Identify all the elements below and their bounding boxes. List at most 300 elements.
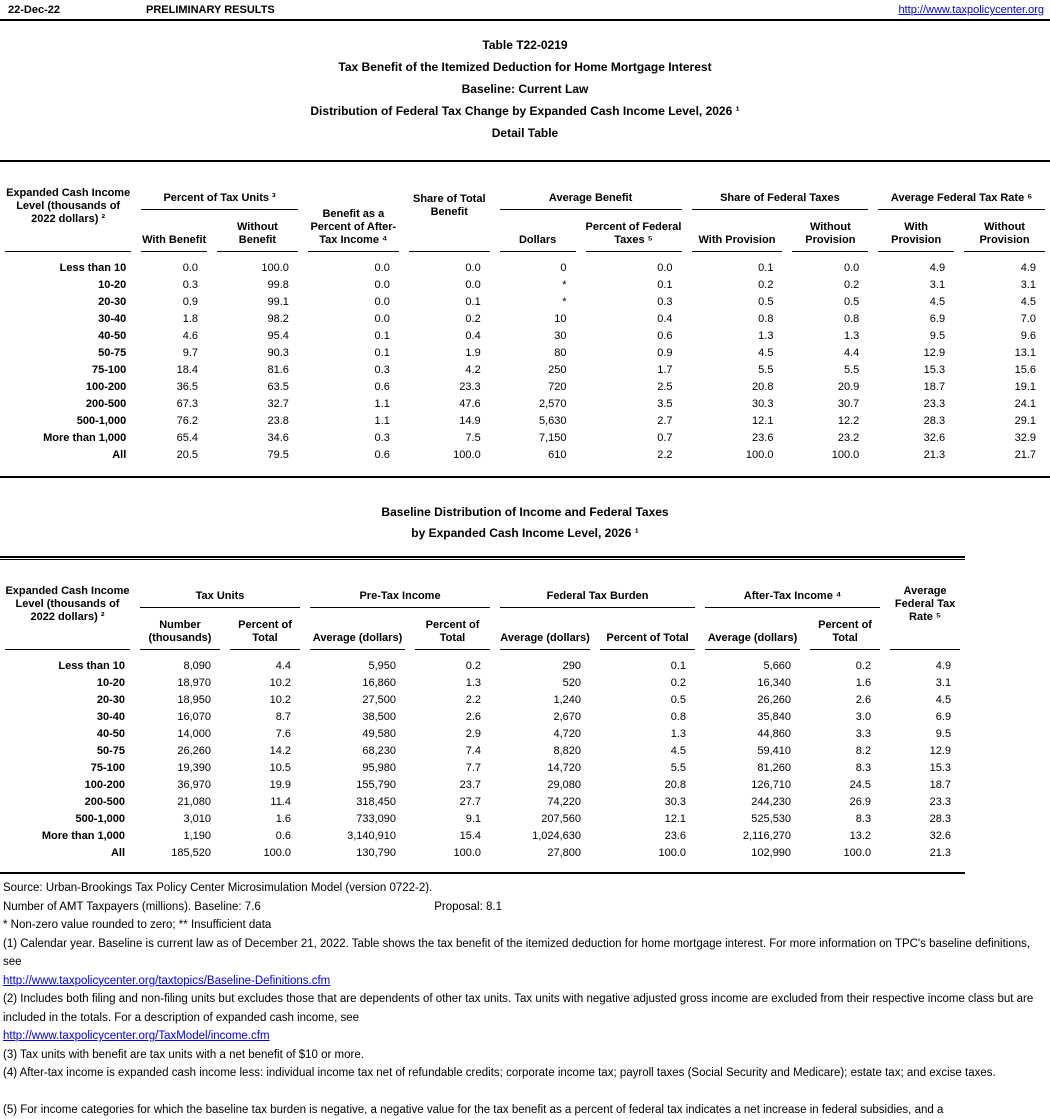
- row-label: 100-200: [0, 378, 136, 395]
- footnote-4: (4) After-tax income is expanded cash income less: individual income tax net of refundable credits; corporate income tax; payroll taxes (Social Security and Medicare); estate tax; and excise taxes.: [3, 1064, 1047, 1083]
- share-total-benefit-header: Share of Total Benefit: [404, 162, 495, 252]
- row-label: 10-20: [0, 674, 135, 691]
- cell: 27.7: [410, 793, 495, 810]
- cell: 520: [495, 674, 595, 691]
- amt-taxpayers-note: [3, 898, 1047, 917]
- cell: 2,116,270: [700, 827, 805, 844]
- cell: 5.5: [787, 361, 873, 378]
- cell: 8.2: [805, 742, 885, 759]
- pretax-average-dollars-header: Average (dollars): [305, 608, 410, 650]
- cell: 12.2: [787, 412, 873, 429]
- cell: 90.3: [212, 344, 303, 361]
- rate-without-provision-header: Without Provision: [959, 210, 1050, 252]
- cell: 23.6: [687, 429, 788, 446]
- baseline-definitions-link[interactable]: http://www.taxpolicycenter.org/taxtopics/Baseline-Definitions.cfm: [3, 975, 330, 987]
- cell: 1,024,630: [495, 827, 595, 844]
- cell: 4.5: [959, 293, 1050, 310]
- cell: 100.0: [595, 844, 700, 861]
- cell: 5,630: [495, 412, 581, 429]
- cell: 98.2: [212, 310, 303, 327]
- cell: 2.7: [581, 412, 687, 429]
- cell: 9.7: [136, 344, 212, 361]
- table-main-title: Tax Benefit of the Itemized Deduction for Home Mortgage Interest: [0, 56, 1050, 78]
- row-label: 20-30: [0, 293, 136, 310]
- cell: 0.1: [404, 293, 495, 310]
- cell: 0.2: [410, 650, 495, 674]
- cell: 35,840: [700, 708, 805, 725]
- cell: 4.9: [959, 252, 1050, 276]
- table-row: [0, 446, 1050, 463]
- cell: 100.0: [410, 844, 495, 861]
- average-federal-tax-rate-header: Average Federal Tax Rate ⁵: [885, 560, 965, 650]
- cell: 3,010: [135, 810, 225, 827]
- cell: 29,080: [495, 776, 595, 793]
- row-label: 75-100: [0, 759, 135, 776]
- cell: 23.3: [885, 793, 965, 810]
- benefit-pct-ati-header: Benefit as a Percent of After-Tax Income ⁴: [303, 162, 404, 252]
- footnote-1: (1) Calendar year. Baseline is current law as of December 21, 2022. Table shows the tax benefit of the itemized deduction for home mortgage interest. For more information on TPC's baseline definitions, see: [3, 935, 1047, 972]
- row-label: Less than 10: [0, 650, 135, 674]
- cell: 244,230: [700, 793, 805, 810]
- cell: 79.5: [212, 446, 303, 463]
- tax-units-group-header: Tax Units: [135, 560, 305, 608]
- cell: 38,500: [305, 708, 410, 725]
- row-label: 20-30: [0, 691, 135, 708]
- cell: 4.9: [873, 252, 959, 276]
- cell: 2.6: [805, 691, 885, 708]
- cell: 3.1: [873, 276, 959, 293]
- tax-change-table-wrapper: [0, 160, 1050, 478]
- footnote-2: (2) Includes both filing and non-filing units but excludes those that are dependents of other tax units. Tax units with negative adjusted gross income are excluded from their respective income class but are included in the totals. For a description of expanded cash income, see: [3, 990, 1047, 1027]
- row-label: All: [0, 844, 135, 861]
- cell: 1,240: [495, 691, 595, 708]
- income-level-header: Expanded Cash Income Level (thousands of 2022 dollars) ²: [0, 162, 136, 252]
- row-label: 200-500: [0, 793, 135, 810]
- row-label: 10-20: [0, 276, 136, 293]
- income-level-header-2: Expanded Cash Income Level (thousands of 2022 dollars) ²: [0, 560, 135, 650]
- cell: 720: [495, 378, 581, 395]
- amt-baseline-label: Number of AMT Taxpayers (millions). Baseline: 7.6: [3, 898, 431, 917]
- cell: 21.3: [873, 446, 959, 463]
- cell: 1.7: [581, 361, 687, 378]
- cell: 10.2: [225, 691, 305, 708]
- cell: 0.8: [687, 310, 788, 327]
- baseline-section-title: [0, 502, 1050, 544]
- cell: 1.3: [787, 327, 873, 344]
- cell: 4.5: [873, 293, 959, 310]
- title-block: [0, 34, 1050, 144]
- cell: 30.3: [687, 395, 788, 412]
- cell: 0.1: [595, 650, 700, 674]
- aftertax-income-group-header: After-Tax Income ⁴: [700, 560, 885, 608]
- cell: 30: [495, 327, 581, 344]
- notes-gap: [3, 1083, 1047, 1101]
- share-with-provision-header: With Provision: [687, 210, 788, 252]
- table-row: [0, 344, 1050, 361]
- cell: 19.1: [959, 378, 1050, 395]
- cell: 100.0: [787, 446, 873, 463]
- cell: 0.3: [303, 361, 404, 378]
- cell: 5,660: [700, 650, 805, 674]
- percent-tax-units-group-header: Percent of Tax Units ³: [136, 162, 303, 210]
- cell: 26,260: [135, 742, 225, 759]
- cell: 95.4: [212, 327, 303, 344]
- baseline-section-title-line2: by Expanded Cash Income Level, 2026 ¹: [0, 523, 1050, 544]
- cell: 21.7: [959, 446, 1050, 463]
- cell: 0.8: [595, 708, 700, 725]
- cell: 3,140,910: [305, 827, 410, 844]
- cell: 3.1: [959, 276, 1050, 293]
- cell: 34.6: [212, 429, 303, 446]
- table-row: [0, 810, 965, 827]
- cell: 68,230: [305, 742, 410, 759]
- cell: 0.4: [581, 310, 687, 327]
- burden-percent-total-header: Percent of Total: [595, 608, 700, 650]
- cell: 0.0: [581, 252, 687, 276]
- percent-federal-taxes-header: Percent of Federal Taxes ⁵: [581, 210, 687, 252]
- distribution-title: Distribution of Federal Tax Change by Expanded Cash Income Level, 2026 ¹: [0, 100, 1050, 122]
- cell: 0.3: [303, 429, 404, 446]
- table-row: [0, 650, 965, 674]
- cell: 10: [495, 310, 581, 327]
- tax-change-table: [0, 162, 1050, 463]
- cell: 610: [495, 446, 581, 463]
- row-label: 40-50: [0, 725, 135, 742]
- cell: 65.4: [136, 429, 212, 446]
- table-row: [0, 674, 965, 691]
- cell: 27,500: [305, 691, 410, 708]
- cell: 10.5: [225, 759, 305, 776]
- cell: 23.2: [787, 429, 873, 446]
- cell: 4.5: [687, 344, 788, 361]
- cell: 81.6: [212, 361, 303, 378]
- table-row: [0, 691, 965, 708]
- baseline-section-title-line1: Baseline Distribution of Income and Federal Taxes: [0, 502, 1050, 523]
- row-label: 40-50: [0, 327, 136, 344]
- cell: *: [495, 276, 581, 293]
- table-row: [0, 327, 1050, 344]
- cell: 7.0: [959, 310, 1050, 327]
- cell: 15.3: [873, 361, 959, 378]
- cell: 0.1: [303, 344, 404, 361]
- cell: 20.8: [687, 378, 788, 395]
- share-federal-taxes-group-header: Share of Federal Taxes: [687, 162, 874, 210]
- row-label: All: [0, 446, 136, 463]
- cell: 0.2: [404, 310, 495, 327]
- cell: 36,970: [135, 776, 225, 793]
- cell: 0.2: [787, 276, 873, 293]
- cell: 2.9: [410, 725, 495, 742]
- tax-units-percent-total-header: Percent of Total: [225, 608, 305, 650]
- cell: 14.2: [225, 742, 305, 759]
- cell: 6.9: [885, 708, 965, 725]
- cell: 32.6: [885, 827, 965, 844]
- cell: 9.1: [410, 810, 495, 827]
- cell: 0.6: [581, 327, 687, 344]
- cell: 12.9: [885, 742, 965, 759]
- cell: 130,790: [305, 844, 410, 861]
- cell: 0.3: [136, 276, 212, 293]
- cell: 23.3: [404, 378, 495, 395]
- cell: 16,070: [135, 708, 225, 725]
- row-label: 75-100: [0, 361, 136, 378]
- cell: 100.0: [225, 844, 305, 861]
- cell: 21.3: [885, 844, 965, 861]
- cell: 525,530: [700, 810, 805, 827]
- cell: 28.3: [885, 810, 965, 827]
- cell: 1.6: [225, 810, 305, 827]
- amt-proposal-label: Proposal: 8.1: [434, 901, 502, 913]
- baseline-distribution-table: [0, 560, 965, 861]
- cell: 100.0: [404, 446, 495, 463]
- row-label: 50-75: [0, 344, 136, 361]
- cell: 0.3: [581, 293, 687, 310]
- aftertax-percent-total-header: Percent of Total: [805, 608, 885, 650]
- cell: 59,410: [700, 742, 805, 759]
- cell: 18.4: [136, 361, 212, 378]
- cell: 5,950: [305, 650, 410, 674]
- cell: 1.1: [303, 395, 404, 412]
- cell: 8.7: [225, 708, 305, 725]
- cell: 18.7: [885, 776, 965, 793]
- cell: 5.5: [687, 361, 788, 378]
- cell: 0.0: [303, 310, 404, 327]
- cell: 19,390: [135, 759, 225, 776]
- row-label: 30-40: [0, 708, 135, 725]
- cell: 19.9: [225, 776, 305, 793]
- cell: 0.0: [303, 276, 404, 293]
- cell: 7.4: [410, 742, 495, 759]
- cell: 9.5: [873, 327, 959, 344]
- table-row: [0, 293, 1050, 310]
- cell: 12.9: [873, 344, 959, 361]
- cell: 290: [495, 650, 595, 674]
- average-federal-tax-rate-group-header: Average Federal Tax Rate ⁶: [873, 162, 1050, 210]
- cell: 0.5: [787, 293, 873, 310]
- row-label: 200-500: [0, 395, 136, 412]
- cell: 11.4: [225, 793, 305, 810]
- cell: 0.6: [303, 378, 404, 395]
- with-benefit-header: With Benefit: [136, 210, 212, 252]
- cell: 12.1: [687, 412, 788, 429]
- cell: 36.5: [136, 378, 212, 395]
- table-number-title: Table T22-0219: [0, 34, 1050, 56]
- cell: 16,340: [700, 674, 805, 691]
- cell: 8.3: [805, 810, 885, 827]
- cell: 2,570: [495, 395, 581, 412]
- cell: 318,450: [305, 793, 410, 810]
- cell: 28.3: [873, 412, 959, 429]
- cell: 0.9: [136, 293, 212, 310]
- cell: 20.9: [787, 378, 873, 395]
- cell: 0.1: [687, 252, 788, 276]
- cell: 20.5: [136, 446, 212, 463]
- cell: 13.2: [805, 827, 885, 844]
- cell: 4.2: [404, 361, 495, 378]
- cell: 23.6: [595, 827, 700, 844]
- cell: 1,190: [135, 827, 225, 844]
- cell: 15.6: [959, 361, 1050, 378]
- row-label: 30-40: [0, 310, 136, 327]
- cell: 0.7: [581, 429, 687, 446]
- cell: 18,950: [135, 691, 225, 708]
- cell: 21,080: [135, 793, 225, 810]
- cell: 0.2: [805, 650, 885, 674]
- cell: 27,800: [495, 844, 595, 861]
- cell: 14.9: [404, 412, 495, 429]
- top-bar: [0, 0, 1050, 21]
- cell: 7.5: [404, 429, 495, 446]
- footnote-5: (5) For income categories for which the baseline tax burden is negative, a negative value for the tax benefit as a percent of federal tax indicates a net increase in federal subsidies, and a: [3, 1101, 1047, 1119]
- row-label: 50-75: [0, 742, 135, 759]
- cell: 0.8: [787, 310, 873, 327]
- aftertax-average-dollars-header: Average (dollars): [700, 608, 805, 650]
- cell: 0.4: [404, 327, 495, 344]
- row-label: 500-1,000: [0, 412, 136, 429]
- cell: 2,670: [495, 708, 595, 725]
- share-without-provision-header: Without Provision: [787, 210, 873, 252]
- cell: 1.1: [303, 412, 404, 429]
- table-row: [0, 412, 1050, 429]
- table-row: [0, 395, 1050, 412]
- cell: 74,220: [495, 793, 595, 810]
- cell: 2.2: [581, 446, 687, 463]
- report-date: 22-Dec-22: [8, 4, 146, 16]
- cell: 7.6: [225, 725, 305, 742]
- preliminary-results-label: PRELIMINARY RESULTS: [146, 4, 275, 16]
- table-row: [0, 827, 965, 844]
- cell: 0.0: [303, 293, 404, 310]
- cell: 44,860: [700, 725, 805, 742]
- cell: 0.0: [303, 252, 404, 276]
- cell: 32.9: [959, 429, 1050, 446]
- table-row: [0, 793, 965, 810]
- table-row: [0, 742, 965, 759]
- cell: 0.2: [687, 276, 788, 293]
- legend-note: * Non-zero value rounded to zero; ** Insufficient data: [3, 916, 1047, 935]
- income-definition-link[interactable]: http://www.taxpolicycenter.org/TaxModel/income.cfm: [3, 1030, 270, 1042]
- cell: 0.5: [595, 691, 700, 708]
- tpc-home-link[interactable]: http://www.taxpolicycenter.org: [898, 4, 1044, 16]
- row-label: More than 1,000: [0, 827, 135, 844]
- table-row: [0, 361, 1050, 378]
- cell: 5.5: [595, 759, 700, 776]
- cell: 9.6: [959, 327, 1050, 344]
- cell: 0.0: [787, 252, 873, 276]
- cell: 126,710: [700, 776, 805, 793]
- cell: 14,000: [135, 725, 225, 742]
- row-label: 100-200: [0, 776, 135, 793]
- cell: 1.6: [805, 674, 885, 691]
- burden-average-dollars-header: Average (dollars): [495, 608, 595, 650]
- source-note: Source: Urban-Brookings Tax Policy Center Microsimulation Model (version 0722-2).: [3, 879, 1047, 898]
- cell: 10.2: [225, 674, 305, 691]
- cell: 0.6: [303, 446, 404, 463]
- cell: 0.0: [404, 276, 495, 293]
- cell: 4,720: [495, 725, 595, 742]
- table-row: [0, 844, 965, 861]
- cell: 76.2: [136, 412, 212, 429]
- cell: *: [495, 293, 581, 310]
- cell: 18,970: [135, 674, 225, 691]
- baseline-distribution-table-wrapper: [0, 556, 965, 874]
- detail-table-title: Detail Table: [0, 122, 1050, 144]
- cell: 13.1: [959, 344, 1050, 361]
- cell: 15.3: [885, 759, 965, 776]
- cell: 3.3: [805, 725, 885, 742]
- cell: 4.9: [885, 650, 965, 674]
- cell: 3.1: [885, 674, 965, 691]
- rate-with-provision-header: With Provision: [873, 210, 959, 252]
- cell: 24.1: [959, 395, 1050, 412]
- cell: 3.5: [581, 395, 687, 412]
- cell: 26.9: [805, 793, 885, 810]
- cell: 3.0: [805, 708, 885, 725]
- cell: 8.3: [805, 759, 885, 776]
- cell: 250: [495, 361, 581, 378]
- cell: 185,520: [135, 844, 225, 861]
- cell: 29.1: [959, 412, 1050, 429]
- cell: 20.8: [595, 776, 700, 793]
- cell: 24.5: [805, 776, 885, 793]
- cell: 12.1: [595, 810, 700, 827]
- without-benefit-header: Without Benefit: [212, 210, 303, 252]
- cell: 100.0: [212, 252, 303, 276]
- cell: 0.9: [581, 344, 687, 361]
- cell: 32.6: [873, 429, 959, 446]
- cell: 7.7: [410, 759, 495, 776]
- row-label: More than 1,000: [0, 429, 136, 446]
- cell: 30.7: [787, 395, 873, 412]
- cell: 0.0: [136, 252, 212, 276]
- row-label: 500-1,000: [0, 810, 135, 827]
- cell: 8,820: [495, 742, 595, 759]
- cell: 0.6: [225, 827, 305, 844]
- cell: 1.9: [404, 344, 495, 361]
- cell: 102,990: [700, 844, 805, 861]
- number-thousands-header: Number (thousands): [135, 608, 225, 650]
- table-row: [0, 378, 1050, 395]
- cell: 7,150: [495, 429, 581, 446]
- federal-tax-burden-group-header: Federal Tax Burden: [495, 560, 700, 608]
- cell: 32.7: [212, 395, 303, 412]
- cell: 23.7: [410, 776, 495, 793]
- cell: 80: [495, 344, 581, 361]
- cell: 100.0: [687, 446, 788, 463]
- cell: 4.4: [787, 344, 873, 361]
- cell: 26,260: [700, 691, 805, 708]
- cell: 100.0: [805, 844, 885, 861]
- cell: 23.8: [212, 412, 303, 429]
- cell: 2.5: [581, 378, 687, 395]
- cell: 0.1: [581, 276, 687, 293]
- cell: 2.6: [410, 708, 495, 725]
- row-label: Less than 10: [0, 252, 136, 276]
- cell: 16,860: [305, 674, 410, 691]
- cell: 15.4: [410, 827, 495, 844]
- cell: 1.8: [136, 310, 212, 327]
- table-row: [0, 725, 965, 742]
- cell: 0.2: [595, 674, 700, 691]
- average-benefit-group-header: Average Benefit: [495, 162, 687, 210]
- cell: 9.5: [885, 725, 965, 742]
- cell: 1.3: [687, 327, 788, 344]
- cell: 0: [495, 252, 581, 276]
- table-row: [0, 708, 965, 725]
- cell: 95,980: [305, 759, 410, 776]
- cell: 30.3: [595, 793, 700, 810]
- cell: 6.9: [873, 310, 959, 327]
